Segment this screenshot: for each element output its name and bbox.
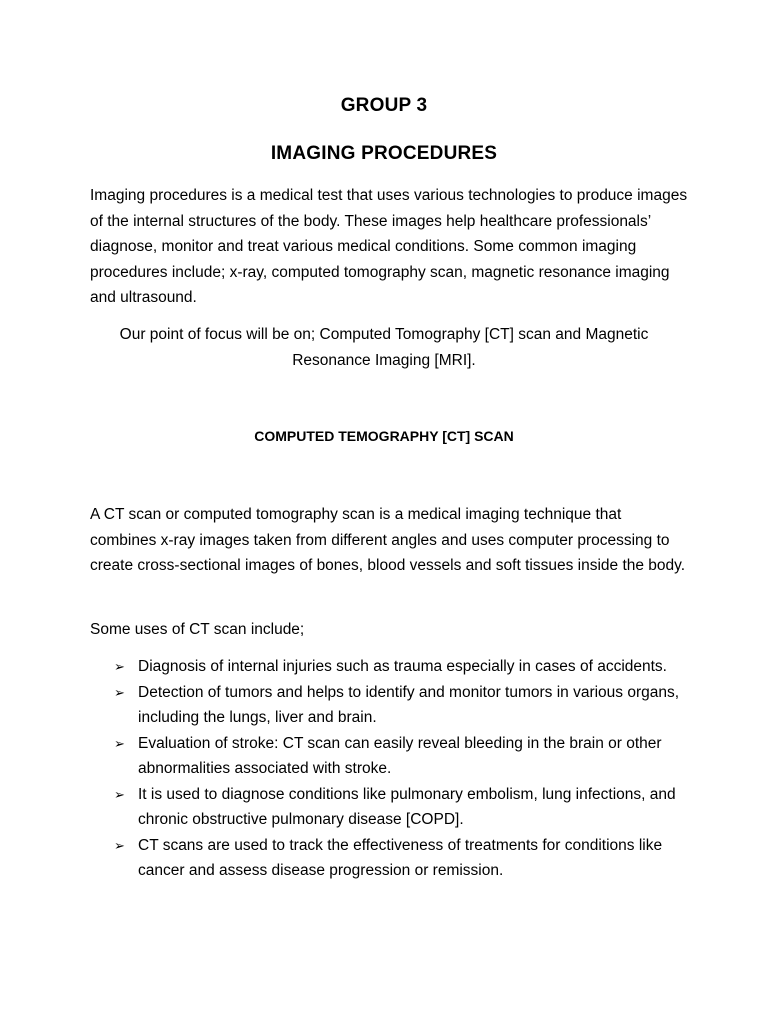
list-item-text: It is used to diagnose conditions like pulmonary embolism, lung infections, and chronic obstructive pulmonary disease [COPD]. — [138, 785, 676, 828]
list-item-text: Detection of tumors and helps to identify and monitor tumors in various organs, including the lungs, liver and brain. — [138, 683, 680, 726]
arrowhead-bullet-icon: ➢ — [114, 837, 125, 853]
uses-intro-paragraph: Some uses of CT scan include; — [90, 621, 305, 638]
section-heading: COMPUTED TEMOGRAPHY [CT] SCAN — [254, 428, 514, 444]
arrowhead-bullet-icon: ➢ — [114, 786, 125, 802]
list-item-text: Evaluation of stroke: CT scan can easily reveal bleeding in the brain or other abnormalities associated with stroke. — [138, 734, 662, 777]
list-item-text: Diagnosis of internal injuries such as trauma especially in cases of accidents. — [138, 658, 667, 675]
list-item — [114, 654, 689, 680]
list-item — [114, 833, 689, 884]
list-item — [114, 680, 689, 731]
arrowhead-bullet-icon: ➢ — [114, 735, 125, 751]
list-item-text: CT scans are used to track the effectiveness of treatments for conditions like cancer and assess disease progression or remission. — [138, 836, 663, 879]
arrowhead-bullet-icon: ➢ — [114, 684, 125, 700]
list-item — [114, 782, 689, 833]
ct-definition-paragraph: A CT scan or computed tomography scan is a medical imaging technique that combines x-ray images taken from different angles and uses computer processing to create cross-sectional images of bones, blood vessels and soft tissues inside the body. — [90, 506, 686, 574]
group-title: GROUP 3 — [340, 95, 428, 116]
uses-list — [114, 654, 689, 884]
list-item — [114, 731, 689, 782]
arrowhead-bullet-icon: ➢ — [114, 659, 125, 674]
intro-paragraph: Imaging procedures is a medical test that uses various technologies to produce images of the internal structures of the body. These images help healthcare professionals’ diagnose, monitor and treat various medical conditions. Some common imaging procedures include; x-ray, computed tomography scan, magnetic resonance imaging and ultrasound. — [90, 187, 688, 306]
document-title: IMAGING PROCEDURES — [270, 143, 498, 164]
focus-paragraph: Our point of focus will be on; Computed Tomography [CT] scan and Magnetic Resonance Imaging [MRI]. — [119, 326, 649, 369]
